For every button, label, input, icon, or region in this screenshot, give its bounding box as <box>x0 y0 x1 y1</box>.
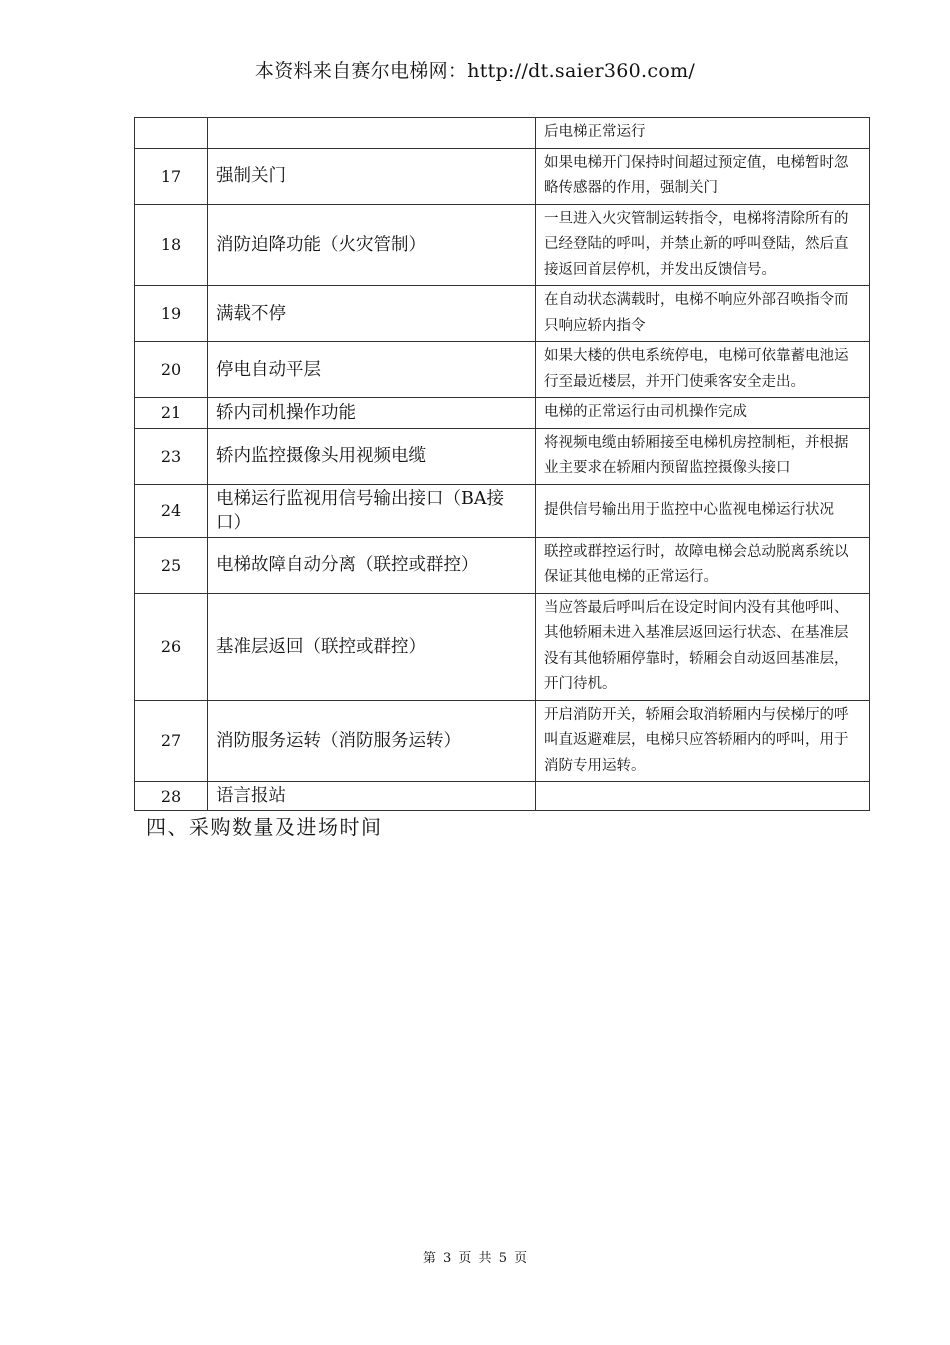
function-name-cell: 轿内司机操作功能 <box>208 398 536 429</box>
function-description-cell: 后电梯正常运行 <box>536 118 870 149</box>
table-row <box>135 428 870 484</box>
table-row <box>135 484 870 537</box>
table-row <box>135 398 870 429</box>
function-name-cell: 电梯故障自动分离（联控或群控） <box>208 537 536 593</box>
table-row <box>135 286 870 342</box>
row-number-cell: 23 <box>135 428 208 484</box>
table-row <box>135 148 870 204</box>
table-row <box>135 118 870 149</box>
row-number-cell: 20 <box>135 342 208 398</box>
function-description-cell: 在自动状态满载时，电梯不响应外部召唤指令而只响应轿内指令 <box>536 286 870 342</box>
function-name-cell: 强制关门 <box>208 148 536 204</box>
elevator-function-table <box>134 117 870 811</box>
page-header-source: 本资料来自赛尔电梯网：http://dt.saier360.com/ <box>254 60 696 82</box>
function-name-cell: 电梯运行监视用信号输出接口（BA接口） <box>208 484 536 537</box>
row-number-cell: 24 <box>135 484 208 537</box>
row-number-cell: 27 <box>135 700 208 782</box>
function-name-cell: 满载不停 <box>208 286 536 342</box>
table-row <box>135 342 870 398</box>
function-name-cell: 语言报站 <box>208 782 536 811</box>
table-row <box>135 782 870 811</box>
function-description-cell: 一旦进入火灾管制运转指令，电梯将清除所有的已经登陆的呼叫，并禁止新的呼叫登陆，然后直接返回首层停机，并发出反馈信号。 <box>536 204 870 286</box>
function-name-cell: 消防服务运转（消防服务运转） <box>208 700 536 782</box>
table-row <box>135 700 870 782</box>
function-description-cell: 如果大楼的供电系统停电，电梯可依靠蓄电池运行至最近楼层，并开门使乘客安全走出。 <box>536 342 870 398</box>
function-name-cell: 消防迫降功能（火灾管制） <box>208 204 536 286</box>
function-description-cell: 开启消防开关，轿厢会取消轿厢内与侯梯厅的呼叫直返避难层，电梯只应答轿厢内的呼叫，用于消防专用运转。 <box>536 700 870 782</box>
row-number-cell: 18 <box>135 204 208 286</box>
function-description-cell: 电梯的正常运行由司机操作完成 <box>536 398 870 429</box>
function-description-cell: 当应答最后呼叫后在设定时间内没有其他呼叫、其他轿厢未进入基准层返回运行状态、在基准层没有其他轿厢停靠时，轿厢会自动返回基准层，开门待机。 <box>536 593 870 700</box>
function-description-cell <box>536 782 870 811</box>
function-name-cell: 基准层返回（联控或群控） <box>208 593 536 700</box>
section-heading: 四、采购数量及进场时间 <box>146 815 383 839</box>
row-number-cell: 21 <box>135 398 208 429</box>
table-row <box>135 537 870 593</box>
row-number-cell: 28 <box>135 782 208 811</box>
function-description-cell: 如果电梯开门保持时间超过预定值，电梯暂时忽略传感器的作用，强制关门 <box>536 148 870 204</box>
row-number-cell: 19 <box>135 286 208 342</box>
table-row <box>135 593 870 700</box>
function-name-cell: 停电自动平层 <box>208 342 536 398</box>
function-name-cell: 轿内监控摄像头用视频电缆 <box>208 428 536 484</box>
page-footer: 第 3 页 共 5 页 <box>422 1251 528 1266</box>
function-description-cell: 提供信号输出用于监控中心监视电梯运行状况 <box>536 484 870 537</box>
table-body <box>135 118 870 811</box>
row-number-cell: 17 <box>135 148 208 204</box>
row-number-cell: 26 <box>135 593 208 700</box>
table-row <box>135 204 870 286</box>
function-description-cell: 将视频电缆由轿厢接至电梯机房控制柜，并根据业主要求在轿厢内预留监控摄像头接口 <box>536 428 870 484</box>
function-name-cell <box>208 118 536 149</box>
function-description-cell: 联控或群控运行时，故障电梯会总动脱离系统以保证其他电梯的正常运行。 <box>536 537 870 593</box>
row-number-cell <box>135 118 208 149</box>
row-number-cell: 25 <box>135 537 208 593</box>
